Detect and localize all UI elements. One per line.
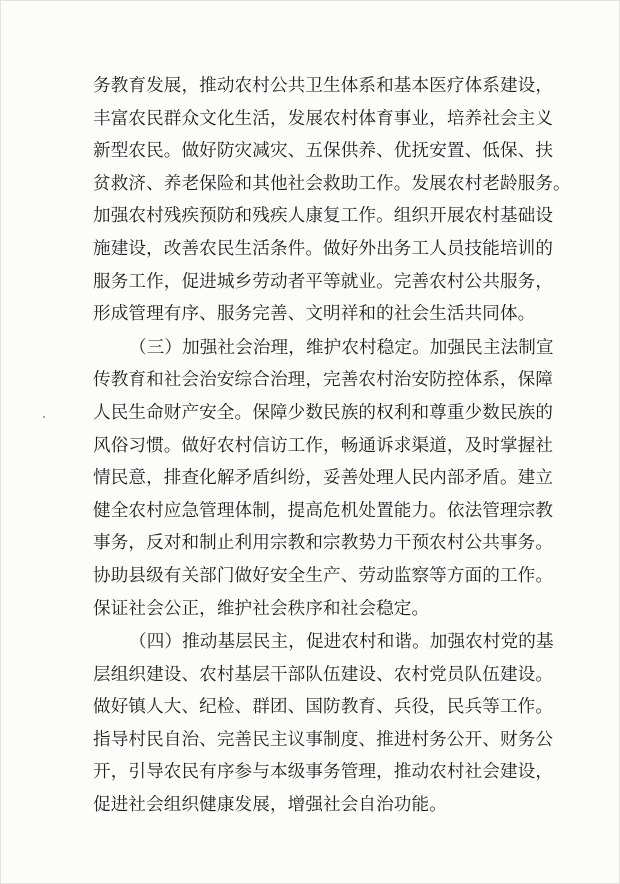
text-line: 新型农民。做好防灾减灾、五保供养、优抚安置、低保、扶 — [93, 141, 554, 162]
text-line: 指导村民自治、完善民主议事制度、推进村务公开、财务公 — [93, 729, 554, 750]
text-line: 保证社会公正，维护社会秩序和社会稳定。 — [93, 598, 430, 619]
text-line: 开，引导农民有序参与本级事务管理，推动农村社会建设， — [93, 762, 554, 783]
text-line: 促进社会组织健康发展，增强社会自治功能。 — [93, 795, 447, 816]
text-line: 加强农村残疾预防和残疾人康复工作。组织开展农村基础设 — [93, 206, 554, 227]
section-heading-line: （三）加强社会治理，维护农村稳定。加强民主法制宣 — [129, 337, 554, 358]
paragraph-section-3 — [93, 332, 554, 625]
text-line: 施建设，改善农民生活条件。做好外出务工人员技能培训的 — [93, 238, 554, 259]
text-line: 风俗习惯。做好农村信访工作，畅通诉求渠道，及时掌握社 — [93, 435, 554, 456]
text-line: 服务工作，促进城乡劳动者平等就业。完善农村公共服务， — [93, 271, 554, 292]
text-line: 贫救济、养老保险和其他社会救助工作。发展农村老龄服务。 — [93, 173, 571, 194]
text-line: 协助县级有关部门做好安全生产、劳动监察等方面的工作。 — [93, 565, 554, 586]
text-line: 做好镇人大、纪检、群团、国防教育、兵役，民兵等工作。 — [93, 697, 554, 718]
text-line: 情民意，排查化解矛盾纠纷，妥善处理人民内部矛盾。建立 — [93, 468, 554, 489]
text-line: 形成管理有序、服务完善、文明祥和的社会生活共同体。 — [93, 304, 536, 325]
section-heading-line: （四）推动基层民主，促进农村和谐。加强农村党的基 — [129, 632, 554, 653]
text-line: 健全农村应急管理体制，提高危机处置能力。依法管理宗教 — [93, 500, 554, 521]
document-body — [93, 70, 571, 822]
text-line: 务教育发展，推动农村公共卫生体系和基本医疗体系建设， — [93, 76, 554, 96]
paragraph-section-4 — [93, 626, 554, 822]
text-line: 人民生命财产安全。保障少数民族的权利和尊重少数民族的 — [93, 402, 554, 423]
text-line: 事务，反对和制止利用宗教和宗教势力干预农村公共事务。 — [93, 533, 554, 554]
scan-speck — [43, 416, 45, 418]
text-line: 丰富农民群众文化生活，发展农村体育事业，培养社会主义 — [93, 108, 554, 129]
text-line: 层组织建设、农村基层干部队伍建设、农村党员队伍建设。 — [93, 664, 554, 685]
paragraph-continued — [93, 70, 571, 331]
text-line: 传教育和社会治安综合治理，完善农村治安防控体系，保障 — [93, 370, 554, 391]
